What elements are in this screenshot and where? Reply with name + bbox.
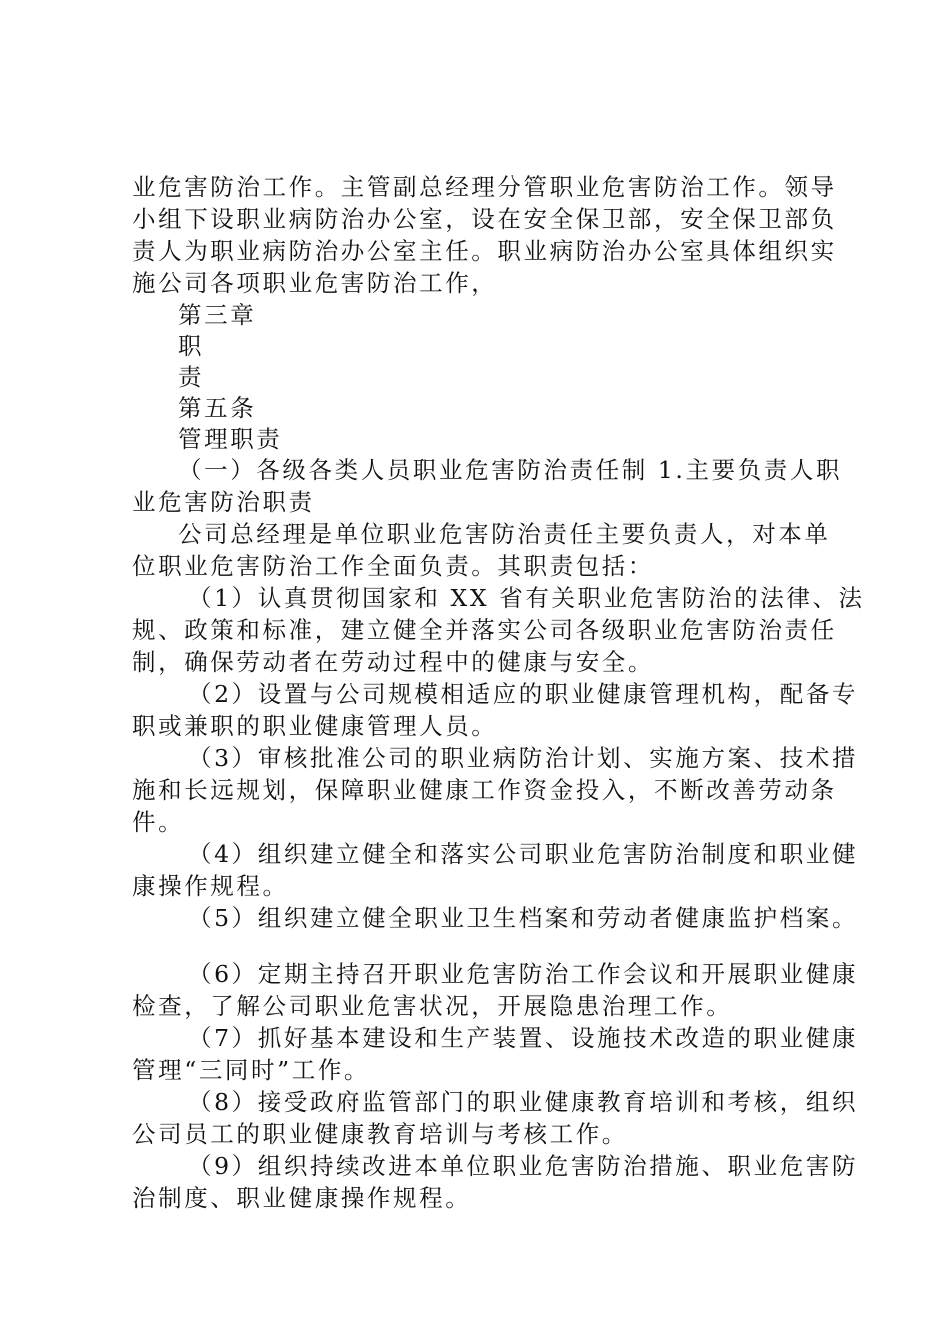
- text-line: 业危害防治工作。主管副总经理分管职业危害防治工作。领导: [132, 173, 837, 201]
- text-line: 小组下设职业病防治办公室，设在安全保卫部，安全保卫部负: [132, 205, 837, 233]
- text-line: （8）接受政府监管部门的职业健康教育培训和考核，组织: [188, 1088, 859, 1116]
- text-line: （6）定期主持召开职业危害防治工作会议和开展职业健康: [188, 960, 859, 988]
- text-line: 治制度、职业健康操作规程。: [132, 1184, 472, 1212]
- text-line: （4）组织建立健全和落实公司职业危害防治制度和职业健: [188, 840, 859, 868]
- text-line: 责人为职业病防治办公室主任。职业病防治办公室具体组织实: [132, 237, 837, 265]
- text-line: 职或兼职的职业健康管理人员。: [132, 712, 498, 740]
- text-line: （2）设置与公司规模相适应的职业健康管理机构，配备专: [188, 680, 859, 708]
- text-line: 管理“三同时”工作。: [132, 1056, 371, 1084]
- text-line: 康操作规程。: [132, 872, 289, 900]
- chapter-heading: 第三章: [178, 301, 257, 329]
- text-line: 检查，了解公司职业危害状况，开展隐患治理工作。: [132, 992, 733, 1020]
- text-line: 件。: [132, 808, 185, 836]
- chapter-title-char: 责: [178, 363, 205, 391]
- text-line: （7）抓好基本建设和生产装置、设施技术改造的职业健康: [188, 1024, 859, 1052]
- text-line: （5）组织建立健全职业卫生档案和劳动者健康监护档案。: [188, 904, 859, 932]
- text-line: 制，确保劳动者在劳动过程中的健康与安全。: [132, 648, 654, 676]
- article-heading: 第五条: [178, 394, 257, 422]
- text-line: 施公司各项职业危害防治工作，: [132, 269, 498, 297]
- chapter-title-char: 职: [178, 332, 205, 360]
- text-line: 规、政策和标准，建立健全并落实公司各级职业危害防治责任: [132, 616, 837, 644]
- text-line: 位职业危害防治工作全面负责。其职责包括：: [132, 552, 654, 580]
- text-line: （一）各级各类人员职业危害防治责任制 1.主要负责人职: [178, 456, 843, 484]
- text-line: 业危害防治职责: [132, 488, 315, 516]
- article-title: 管理职责: [178, 425, 283, 453]
- text-line: （3）审核批准公司的职业病防治计划、实施方案、技术措: [188, 744, 859, 772]
- text-line: 施和长远规划，保障职业健康工作资金投入，不断改善劳动条: [132, 776, 837, 804]
- text-line: 公司员工的职业健康教育培训与考核工作。: [132, 1120, 628, 1148]
- text-line: 公司总经理是单位职业危害防治责任主要负责人，对本单: [178, 520, 831, 548]
- text-line: （9）组织持续改进本单位职业危害防治措施、职业危害防: [188, 1152, 859, 1180]
- text-line: （1）认真贯彻国家和 XX 省有关职业危害防治的法律、法: [188, 584, 865, 612]
